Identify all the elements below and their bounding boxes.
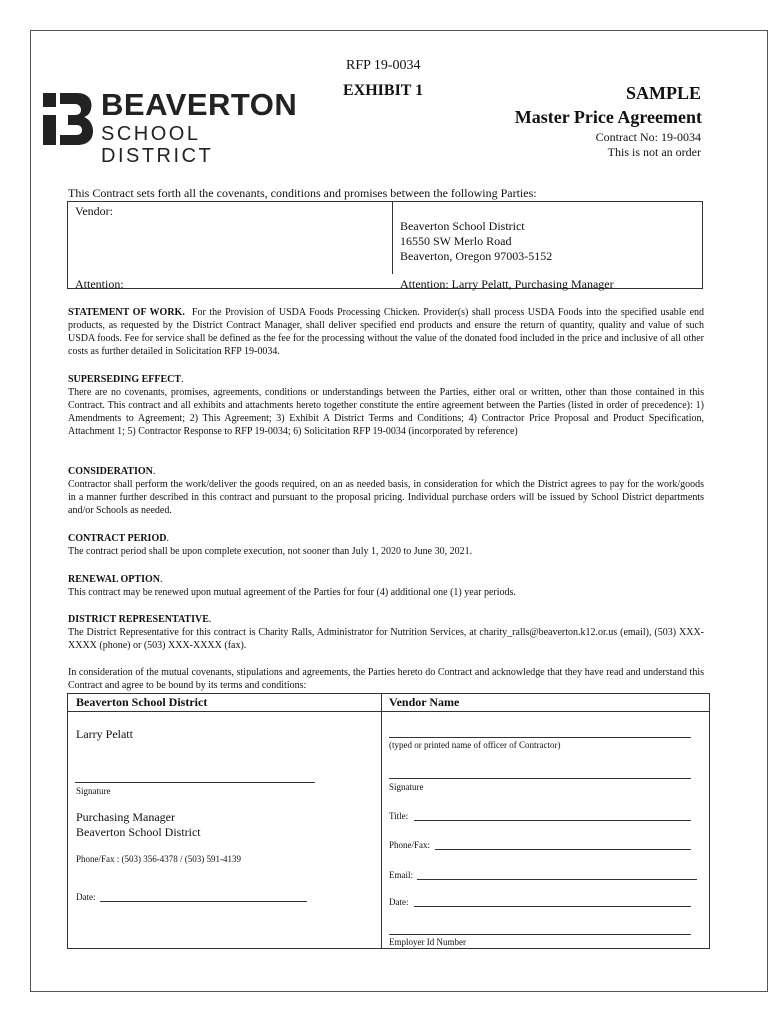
period-body: The contract period shall be upon complete execution, not sooner than July 1, 2020 to June 30, 2021. — [68, 546, 473, 557]
contract-period: CONTRACT PERIOD. The contract period shall be upon complete execution, not sooner than July 1, 2020 to June 30, 2021. — [68, 532, 704, 558]
district-signature-label: Signature — [76, 786, 111, 796]
superseding-body: There are no covenants, promises, agreements, conditions or understandings between the Parties, either oral or written, other than those contained in this Contract. This contract and all exhibits and attachments hereto together constitute the entire agreement between the Parties (listed in order of precedence): 1) Amendments to Agreement; 2) This Agreement; 3) Exhibit A District Terms and Conditions; 4) Contractor Price Proposal and Product Specification, Attachment 1; 5) Contractor Response to RFP 19-0034; 6) Solicitation RFP 19-0034 (incorporated by reference) — [68, 387, 704, 437]
district-name: Beaverton School District — [400, 219, 525, 233]
superseding-heading: SUPERSEDING EFFECT — [68, 374, 182, 385]
renewal-body: This contract may be renewed upon mutual agreement of the Parties for four (4) additional one (1) year periods. — [68, 587, 516, 598]
district-date-line[interactable] — [100, 901, 307, 902]
rep-body: The District Representative for this contract is Charity Ralls, Administrator for Nutrition Services, at charity_ralls@beaverton.k12.or.us (email), (503) XXX-XXXX (phone) or (503) XXX-XXXX (fax). — [68, 627, 704, 651]
vendor-officer-name-label: (typed or printed name of officer of Contractor) — [389, 740, 561, 750]
district-attention: Attention: Larry Pelatt, Purchasing Manager — [400, 277, 614, 291]
vendor-attention: Attention: — [75, 277, 124, 291]
parties-divider — [392, 202, 393, 274]
vendor-ein-label: Employer Id Number — [389, 937, 466, 947]
district-date-label: Date: — [76, 892, 96, 902]
signature-table — [67, 693, 710, 949]
district-address-line2: Beaverton, Oregon 97003-5152 — [400, 249, 553, 263]
statement-body: For the Provision of USDA Foods Processing Chicken. Provider(s) shall process USDA Foods into the specified usable end products, as requested by the District Contract Manager, shall deliver specified end products and ensure the return of quantity, quality and value of such USDA foods. Fee for service shall be defined as the fee for the processing without the value of the donated food included in the price and inclusive of all other costs as further detailed in Solicitation RFP 19-0034. — [68, 307, 705, 357]
district-representative: DISTRICT REPRESENTATIVE. The District Representative for this contract is Charity Ralls, Administrator for Nutrition Services, at charity_ralls@beaverton.k12.or.us (email), (503) XXX-XXXX (phone) or (503) XXX-XXXX (fax). — [68, 614, 704, 651]
consideration: CONSIDERATION. Contractor shall perform the work/deliver the goods required, on an as needed basis, in consideration for which the District agrees to pay for the work/goods in a manner further described in this contract and pursuant to the proposal pricing. Individual purchase orders will be issued by School District departments and/or Schools as needed. — [68, 466, 704, 516]
not-order-note: This is not an order — [607, 145, 701, 159]
vendor-email-label: Email: — [389, 870, 413, 880]
statement-of-work — [68, 306, 704, 358]
exhibit-title: EXHIBIT 1 — [343, 82, 424, 99]
logo-subtitle: SCHOOL DISTRICT — [101, 123, 214, 167]
consideration-body: Contractor shall perform the work/deliver the goods required, on an as needed basis, in consideration for which the District agrees to pay for the work/goods in a manner further described in this contract and pursuant to the proposal pricing. Individual purchase orders will be issued by School District departments and/or Schools as needed. — [68, 479, 704, 516]
intro-text: This Contract sets forth all the covenants, conditions and promises between the following Parties: — [68, 186, 537, 200]
district-signature-line[interactable] — [75, 782, 315, 783]
vendor-phone-line[interactable] — [435, 849, 691, 850]
vendor-signature-heading: Vendor Name — [389, 695, 460, 709]
district-signer-org: Beaverton School District — [76, 825, 201, 839]
vendor-officer-name-line[interactable] — [389, 737, 691, 738]
vendor-signature-label: Signature — [389, 782, 424, 792]
vendor-signature-line[interactable] — [389, 778, 691, 779]
signature-header-divider — [68, 711, 709, 712]
district-address-line1: 16550 SW Merlo Road — [400, 234, 512, 248]
superseding-effect: SUPERSEDING EFFECT. There are no covenants, promises, agreements, conditions or understandings between the Parties, either oral or written, other than those contained in this Contract. This contract and all exhibits and attachments hereto together constitute the entire agreement between the Parties (listed in order of precedence): 1) Amendments to Agreement; 2) This Agreement; 3) Exhibit A District Terms and Conditions; 4) Contractor Price Proposal and Product Specification, Attachment 1; 5) Contractor Response to RFP 19-0034; 6) Solicitation RFP 19-0034 (incorporated by reference) — [68, 374, 704, 437]
vendor-title-label: Title: — [389, 811, 409, 821]
rfp-number: RFP 19-0034 — [346, 58, 421, 73]
sample-label: SAMPLE — [625, 83, 701, 103]
parties-box — [67, 201, 703, 289]
signature-column-divider — [381, 694, 382, 948]
period-heading: CONTRACT PERIOD — [68, 533, 167, 544]
logo-name: BEAVERTON — [101, 87, 298, 122]
contract-number: Contract No: 19-0034 — [595, 130, 701, 144]
vendor-date-line[interactable] — [414, 906, 691, 907]
statement-heading: STATEMENT OF WORK. — [68, 307, 185, 318]
vendor-title-line[interactable] — [414, 820, 691, 821]
renewal-heading: RENEWAL OPTION — [68, 574, 160, 585]
district-signer-name: Larry Pelatt — [76, 727, 133, 741]
renewal-option: RENEWAL OPTION. This contract may be renewed upon mutual agreement of the Parties for four (4) additional one (1) year periods. — [68, 573, 704, 599]
vendor-email-line[interactable] — [417, 879, 697, 880]
vendor-ein-line[interactable] — [389, 934, 691, 935]
closing-statement: In consideration of the mutual covenants, stipulations and agreements, the Parties hereto do Contract and acknowledge that they have read and understand this Contract and agree to be bound by its terms and conditions: — [68, 667, 704, 691]
vendor-label: Vendor: — [75, 204, 113, 218]
district-signer-title: Purchasing Manager — [76, 810, 175, 824]
vendor-date-label: Date: — [389, 897, 409, 907]
district-phone-fax: Phone/Fax : (503) 356-4378 / (503) 591-4139 — [76, 854, 241, 864]
district-signature-heading: Beaverton School District — [76, 695, 208, 709]
district-logo-icon — [43, 89, 95, 147]
rep-heading: DISTRICT REPRESENTATIVE — [68, 614, 209, 625]
vendor-phone-label: Phone/Fax: — [389, 840, 431, 850]
consideration-heading: CONSIDERATION — [68, 466, 153, 477]
district-logo — [43, 87, 303, 167]
document-title: Master Price Agreement — [514, 107, 702, 127]
